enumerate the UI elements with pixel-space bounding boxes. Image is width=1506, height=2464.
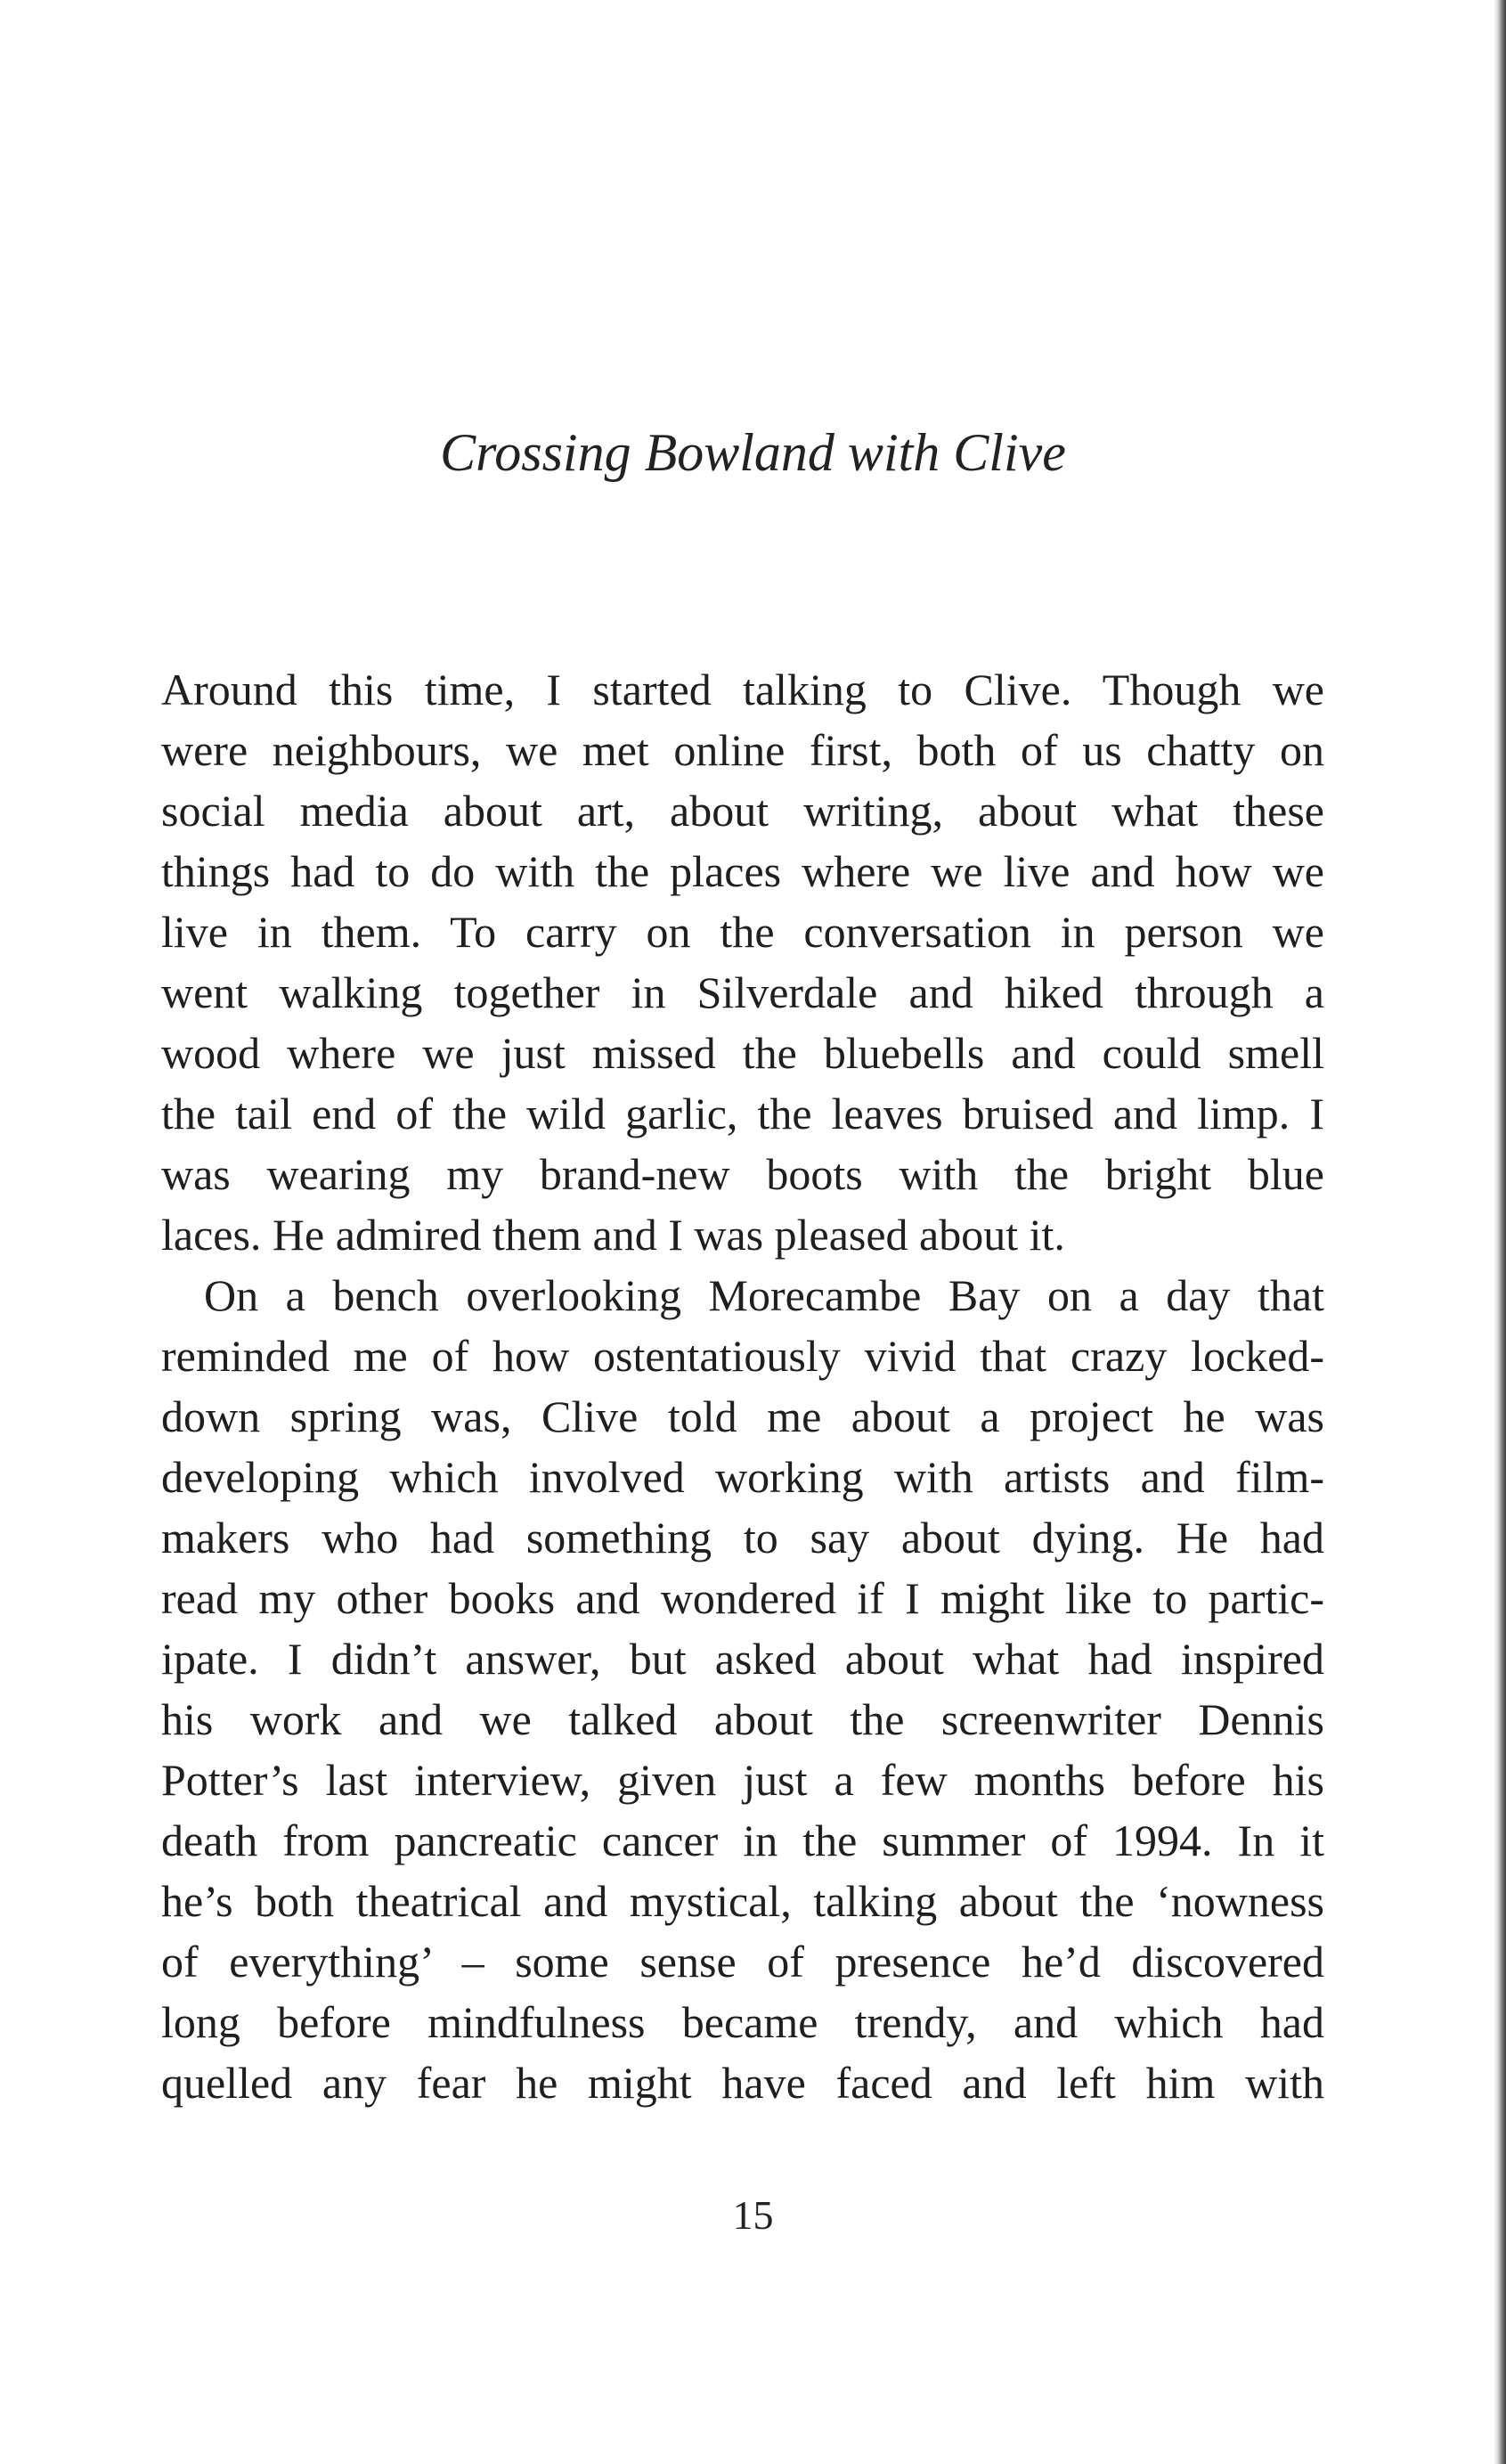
text-line: the tail end of the wild garlic, the leaves bruised and limp. I — [161, 1089, 1324, 1138]
page-number: 15 — [732, 2192, 774, 2238]
text-line: down spring was, Clive told me about a project he was — [161, 1391, 1324, 1441]
text-line: long before mindfulness became trendy, and which had — [161, 1997, 1324, 2047]
text-line: social media about art, about writing, about what these — [161, 786, 1324, 836]
page-edge-shadow — [1494, 0, 1506, 2464]
text-line: were neighbours, we met online first, both of us chatty on — [161, 725, 1324, 775]
text-line: Potter’s last interview, given just a few months before his — [161, 1755, 1324, 1805]
paragraph-1 — [161, 659, 1324, 1265]
text-line: wood where we just missed the bluebells and could smell — [161, 1028, 1324, 1078]
text-line: things had to do with the places where we live and how we — [161, 846, 1324, 896]
text-line: makers who had something to say about dying. He had — [161, 1513, 1324, 1562]
text-line: he’s both theatrical and mystical, talking about the ‘nowness — [161, 1876, 1324, 1926]
paragraph-2 — [161, 1265, 1324, 2113]
text-line: Around this time, I started talking to Clive. Though we — [161, 665, 1324, 714]
body-text — [161, 659, 1324, 2113]
text-line: live in them. To carry on the conversation in person we — [161, 907, 1324, 957]
text-line: ipate. I didn’t answer, but asked about what had inspired — [161, 1634, 1324, 1684]
text-line: was wearing my brand-new boots with the bright blue — [161, 1149, 1324, 1199]
text-line: developing which involved working with artists and film- — [161, 1452, 1324, 1502]
chapter-title: Crossing Bowland with Clive — [440, 423, 1066, 482]
text-line: reminded me of how ostentatiously vivid that crazy locked- — [161, 1331, 1324, 1381]
text-line: read my other books and wondered if I might like to partic- — [161, 1573, 1324, 1623]
text-line: On a bench overlooking Morecambe Bay on a day that — [204, 1270, 1324, 1320]
text-line: his work and we talked about the screenwriter Dennis — [161, 1694, 1324, 1744]
text-line: quelled any fear he might have faced and left him with — [161, 2058, 1324, 2108]
text-line: death from pancreatic cancer in the summer of 1994. In it — [161, 1815, 1324, 1865]
text-line: went walking together in Silverdale and hiked through a — [161, 967, 1324, 1017]
text-line: of everything’ – some sense of presence he’d discovered — [161, 1937, 1324, 1987]
text-line: laces. He admired them and I was pleased about it. — [161, 1210, 1065, 1260]
